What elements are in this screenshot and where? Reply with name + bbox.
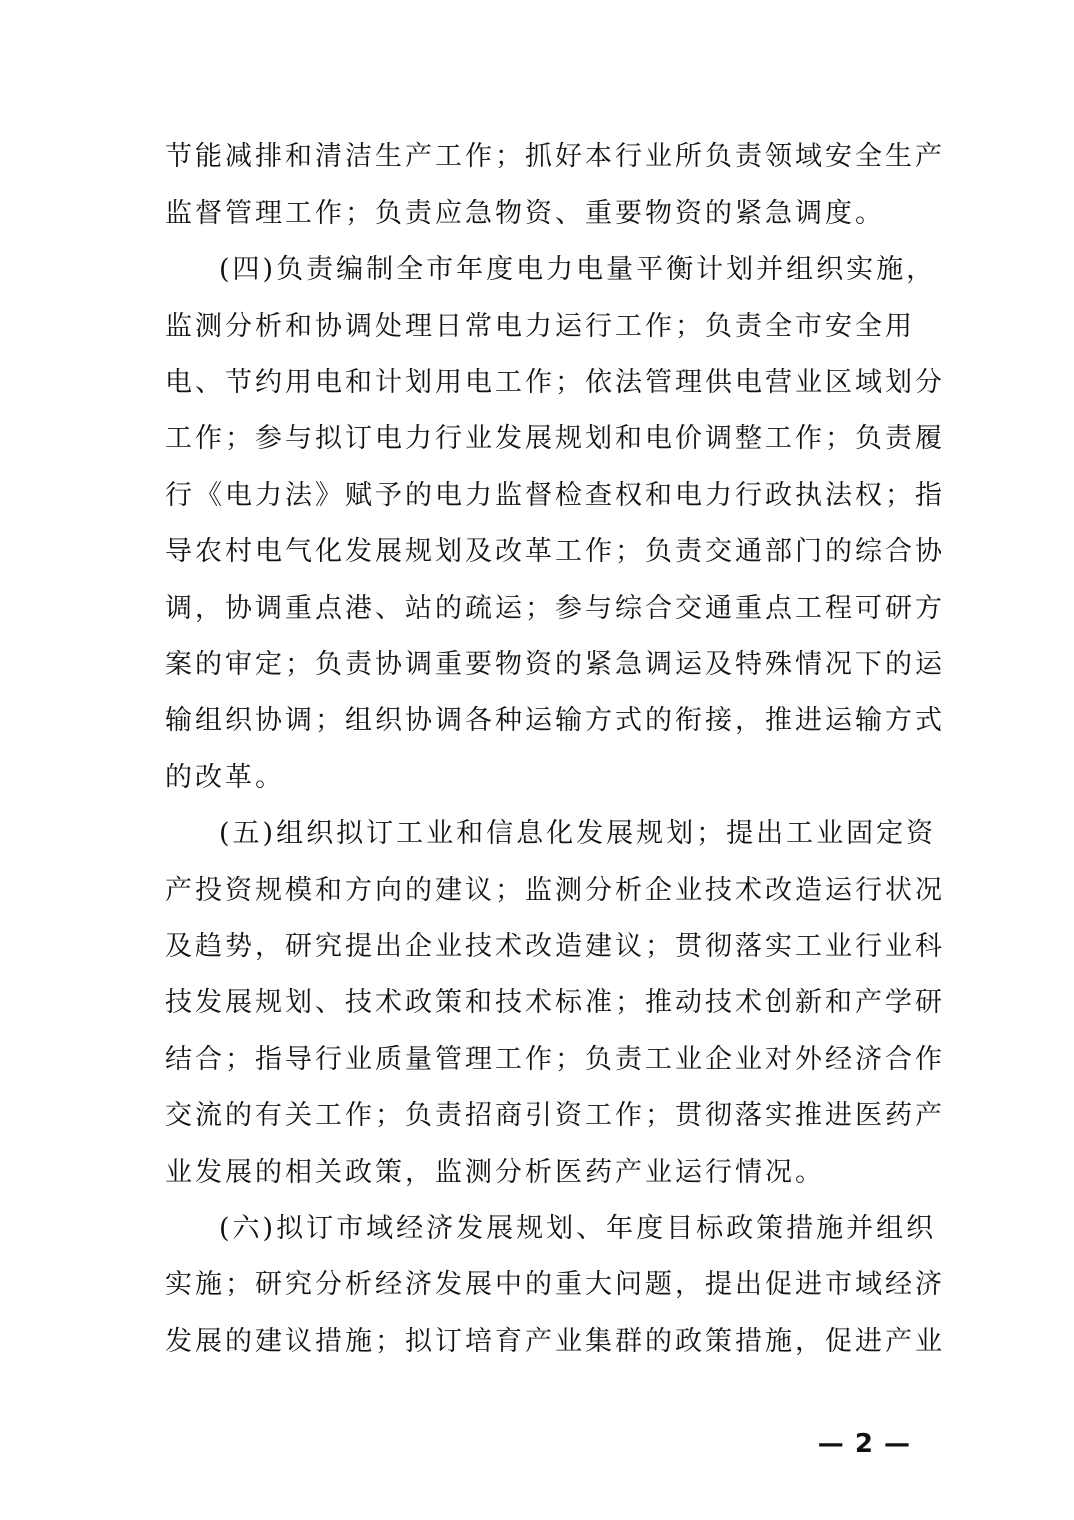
text-line: 产投资规模和方向的建议；监测分析企业技术改造运行状况 xyxy=(165,875,945,906)
text-line: 工作；参与拟订电力行业发展规划和电价调整工作；负责履 xyxy=(165,423,945,454)
paragraph-first-line: (四)负责编制全市年度电力电量平衡计划并组织实施， xyxy=(219,254,937,285)
page-number: — 2 — xyxy=(817,1429,911,1459)
text-line: 技发展规划、技术政策和技术标准；推动技术创新和产学研 xyxy=(165,987,945,1018)
text-line: 发展的建议措施；拟订培育产业集群的政策措施，促进产业 xyxy=(165,1326,945,1357)
text-line: 案的审定；负责协调重要物资的紧急调运及特殊情况下的运 xyxy=(165,649,945,680)
text-line: 导农村电气化发展规划及改革工作；负责交通部门的综合协 xyxy=(165,536,945,567)
text-line: 监测分析和协调处理日常电力运行工作；负责全市安全用 xyxy=(165,311,915,342)
text-line: 电、节约用电和计划用电工作；依法管理供电营业区域划分 xyxy=(165,367,945,398)
text-line: 的改革。 xyxy=(165,762,285,793)
text-line: 输组织协调；组织协调各种运输方式的衔接，推进运输方式 xyxy=(165,705,945,736)
text-line: 行《电力法》赋予的电力监督检查权和电力行政执法权；指 xyxy=(165,480,945,511)
paragraph-first-line: (六)拟订市域经济发展规划、年度目标政策措施并组织 xyxy=(219,1213,937,1244)
text-line: 监督管理工作；负责应急物资、重要物资的紧急调度。 xyxy=(165,198,885,229)
text-line: 业发展的相关政策，监测分析医药产业运行情况。 xyxy=(165,1157,825,1188)
paragraph-first-line: (五)组织拟订工业和信息化发展规划；提出工业固定资 xyxy=(219,818,937,849)
text-line: 及趋势，研究提出企业技术改造建议；贯彻落实工业行业科 xyxy=(165,931,945,962)
text-line: 实施；研究分析经济发展中的重大问题，提出促进市域经济 xyxy=(165,1269,945,1300)
text-line: 节能减排和清洁生产工作；抓好本行业所负责领域安全生产 xyxy=(165,141,945,172)
text-line: 交流的有关工作；负责招商引资工作；贯彻落实推进医药产 xyxy=(165,1100,945,1131)
text-line: 调，协调重点港、站的疏运；参与综合交通重点工程可研方 xyxy=(165,593,945,624)
text-line: 结合；指导行业质量管理工作；负责工业企业对外经济合作 xyxy=(165,1044,945,1075)
